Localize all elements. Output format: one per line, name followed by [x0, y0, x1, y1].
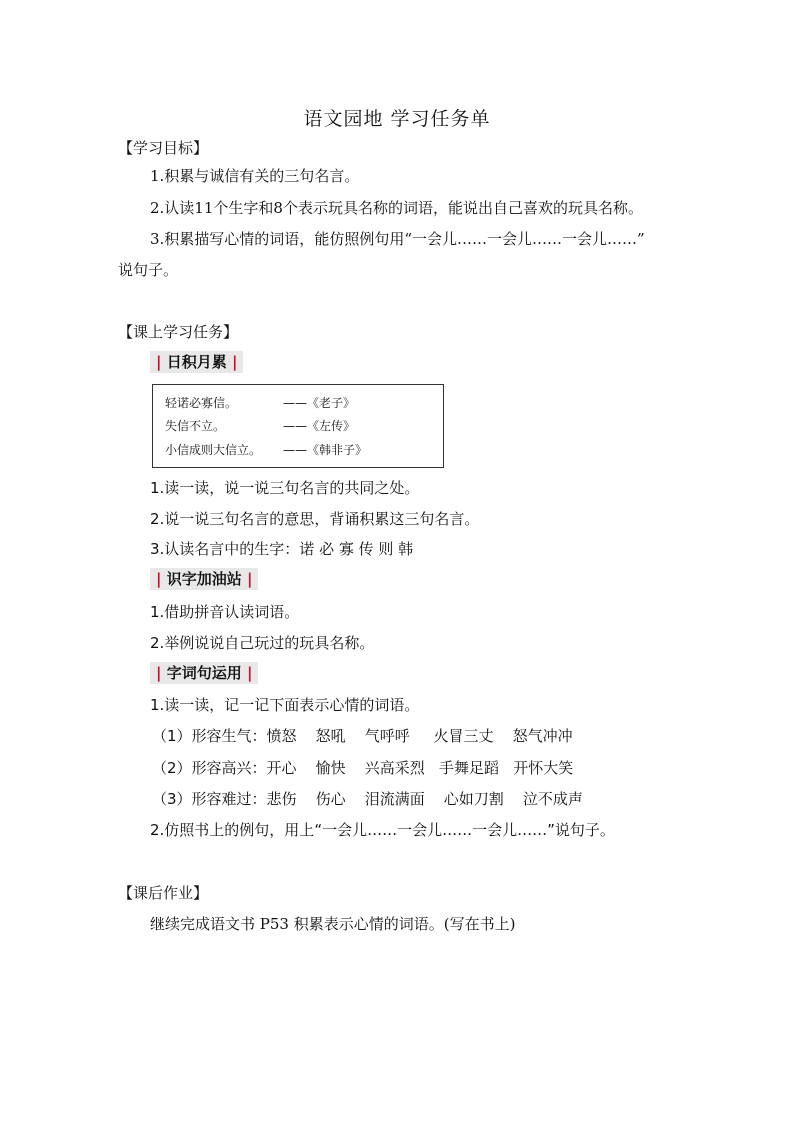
quote-source: ——《左传》 [283, 419, 356, 433]
goals-heading: 【学习目标】 [118, 139, 209, 157]
section-tag-word-usage [150, 662, 258, 684]
page-title: 语文园地 学习任务单 [303, 108, 491, 130]
tag-bar-left: | [156, 664, 162, 682]
section-tag-daily-accumulation [150, 351, 243, 373]
homework-text: 继续完成语文书 P53 积累表示心情的词语。(写在书上) [150, 915, 516, 933]
tag-bar-right: | [246, 664, 253, 682]
quote-row [165, 395, 356, 411]
task-item: 1.读一读，记一记下面表示心情的词语。 [150, 696, 420, 714]
quotes-box [152, 384, 444, 468]
word-group-sad: （3）形容难过：悲伤 伤心 泪流满面 心如刀割 泣不成声 [152, 790, 583, 808]
quote-text: 小信成则大信立。 [165, 443, 262, 457]
tag-bar-left: | [156, 570, 162, 588]
quote-row [165, 418, 356, 434]
tag-label: 字词句运用 [166, 664, 242, 682]
homework-heading: 【课后作业】 [118, 884, 209, 902]
goal-item-2: 2.认读11个生字和8个表示玩具名称的词语，能说出自己喜欢的玩具名称。 [150, 199, 643, 217]
task-item: 2.举例说说自己玩过的玩具名称。 [150, 634, 375, 652]
goal-item-3-continued: 说句子。 [118, 261, 179, 279]
word-group-happy: （2）形容高兴：开心 愉快 兴高采烈 手舞足蹈 开怀大笑 [152, 759, 574, 777]
task-item: 1.借助拼音认读词语。 [150, 603, 300, 621]
tag-bar-right: | [246, 570, 253, 588]
tasks-heading: 【课上学习任务】 [118, 323, 239, 341]
word-group-angry: （1）形容生气：愤怒 怒吼 气呼呼 火冒三丈 怒气冲冲 [152, 727, 573, 745]
quote-row [165, 442, 368, 458]
section-tag-literacy-station [150, 568, 258, 590]
task-item: 1.读一读，说一说三句名言的共同之处。 [150, 479, 420, 497]
quote-source: ——《老子》 [283, 396, 356, 410]
task-item: 3.认读名言中的生字：诺 必 寡 传 则 韩 [150, 540, 414, 558]
tag-bar-right: | [231, 353, 238, 371]
tag-bar-left: | [156, 353, 162, 371]
quote-text: 失信不立。 [165, 419, 226, 433]
quote-source: ——《韩非子》 [283, 443, 368, 457]
tag-label: 识字加油站 [166, 570, 242, 588]
task-item: 2.仿照书上的例句，用上“一会儿……一会儿……一会儿……”说句子。 [150, 821, 615, 839]
goal-item-1: 1.积累与诚信有关的三句名言。 [150, 167, 360, 185]
tag-label: 日积月累 [166, 353, 227, 371]
quote-text: 轻诺必寡信。 [165, 396, 238, 410]
task-item: 2.说一说三句名言的意思，背诵积累这三句名言。 [150, 510, 480, 528]
goal-item-3: 3.积累描写心情的词语，能仿照例句用“一会儿……一会儿……一会儿……” [150, 230, 645, 248]
